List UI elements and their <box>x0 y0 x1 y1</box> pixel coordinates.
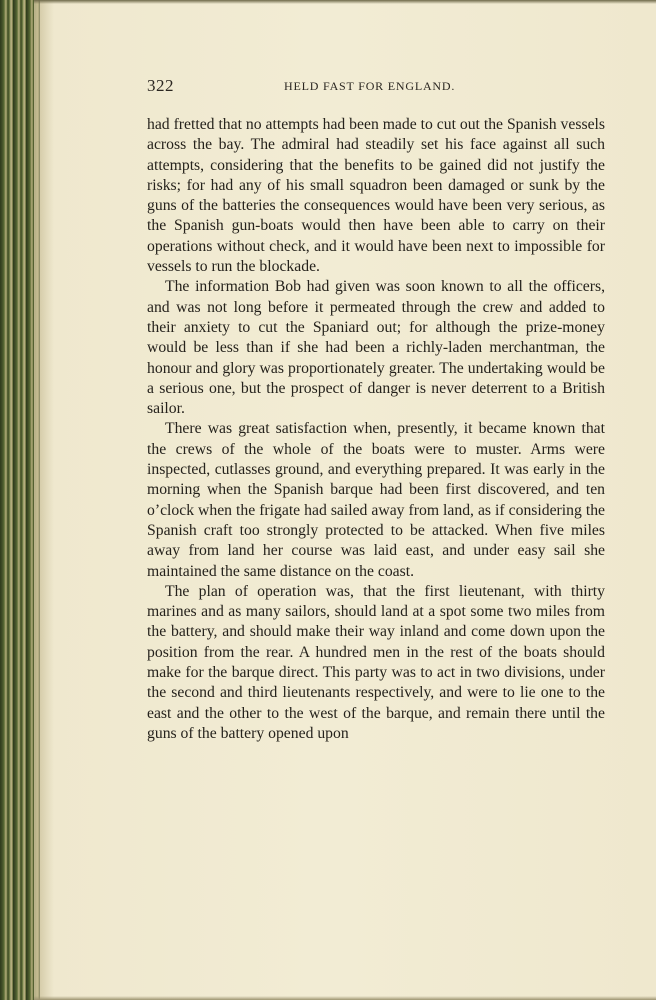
page-bottom-edge <box>34 996 656 1000</box>
page-top-edge <box>34 0 656 4</box>
running-header <box>147 76 605 100</box>
paragraph: There was great satisfaction when, presently, it became known that the crews of the whole of the boats were to muster. Arms were inspected, cutlasses ground, and everything prepared. It was early in the morning when the Spanish barque had been first discovered, and ten o’clock when the frigate had sailed away from land, as if considering the Spanish craft too strongly protected to be attacked. When five miles away from land her course was laid east, and under easy sail she maintained the same distance on the coast. <box>147 420 605 580</box>
paragraph: The plan of operation was, that the first lieutenant, with thirty marines and as many sailors, should land at a spot some two miles from the battery, and should make their way inland and come down upon the position from the rear. A hundred men in the rest of the boats should make for the barque direct. This party was to act in two divisions, under the second and third lieutenants respectively, and were to lie one to the east and the other to the west of the barque, and remain there until the guns of the battery opened upon <box>147 582 605 742</box>
running-title: HELD FAST FOR ENGLAND. <box>284 79 456 93</box>
gutter-shadow <box>34 0 54 1000</box>
paragraph: The information Bob had given was soon known to all the officers, and was not long before it permeated through the crew and added to their anxiety to cut the Spaniard out; for although the prize-money would be less than if she had been a richly-laden merchantman, the honour and glory was proportionately greater. The undertaking would be a serious one, but the prospect of danger is never deterrent to a British sailor. <box>147 278 605 418</box>
body-text <box>147 115 605 744</box>
page-number: 322 <box>147 76 174 95</box>
paragraph: had fretted that no attempts had been made to cut out the Spanish vessels across the bay. The admiral had steadily set his face against all such attempts, considering that the benefits to be gained did not justify the risks; for had any of his small squadron been damaged or sunk by the guns of the batteries the consequences would have been very serious, as the Spanish gun-boats would then have been able to carry on their operations without check, and it would have been next to impossible for vessels to run the blockade. <box>147 116 605 276</box>
